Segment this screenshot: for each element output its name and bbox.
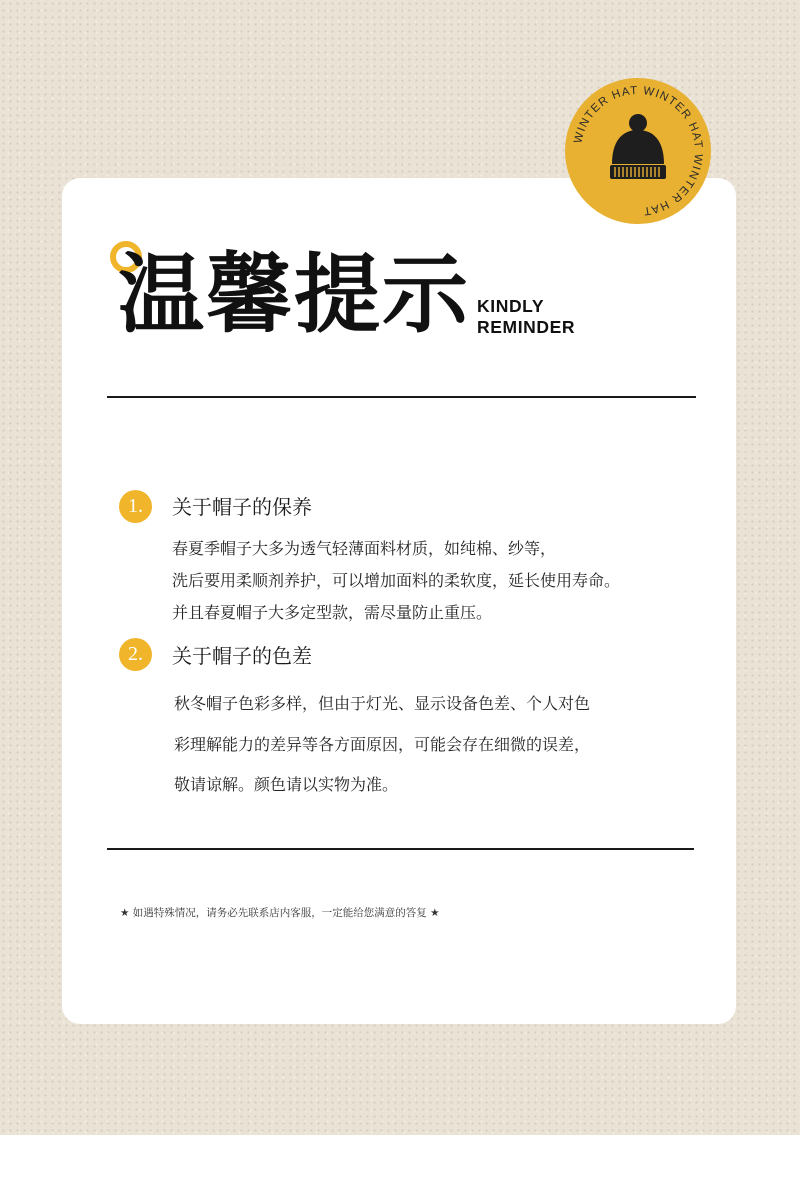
section-2-line-1: 秋冬帽子色彩多样，但由于灯光、显示设备色差、个人对色 — [174, 694, 591, 713]
section-2-number-badge: 2. — [119, 638, 152, 671]
section-1-line-1: 春夏季帽子大多为透气轻薄面料材质，如纯棉、纱等， — [172, 539, 557, 558]
top-divider — [107, 396, 696, 398]
page-title: 温馨提示 — [118, 245, 470, 345]
section-2-title: 关于帽子的色差 — [172, 644, 312, 668]
section-1-line-3: 并且春夏帽子大多定型款，需尽量防止重压。 — [172, 603, 493, 622]
section-1-number-badge: 1. — [119, 490, 152, 523]
section-1-title: 关于帽子的保养 — [172, 495, 312, 519]
title-english — [477, 296, 575, 338]
section-1-line-2: 洗后要用柔顺剂养护，可以增加面料的柔软度，延长使用寿命。 — [172, 571, 621, 590]
title-english-line1: KINDLY — [477, 296, 545, 316]
section-2-line-2: 彩理解能力的差异等各方面原因，可能会存在细微的误差， — [174, 735, 591, 754]
service-footnote: ★ 如遇特殊情况，请务必先联系店内客服，一定能给您满意的答复 ★ — [120, 907, 440, 919]
section-2-line-3: 敬请谅解。颜色请以实物为准。 — [174, 775, 399, 794]
winter-hat-badge — [565, 78, 711, 224]
title-english-line2: REMINDER — [477, 317, 576, 337]
badge-ring-text: WINTER HAT WINTER HAT WINTER HAT — [572, 84, 705, 217]
bottom-divider — [107, 848, 694, 850]
